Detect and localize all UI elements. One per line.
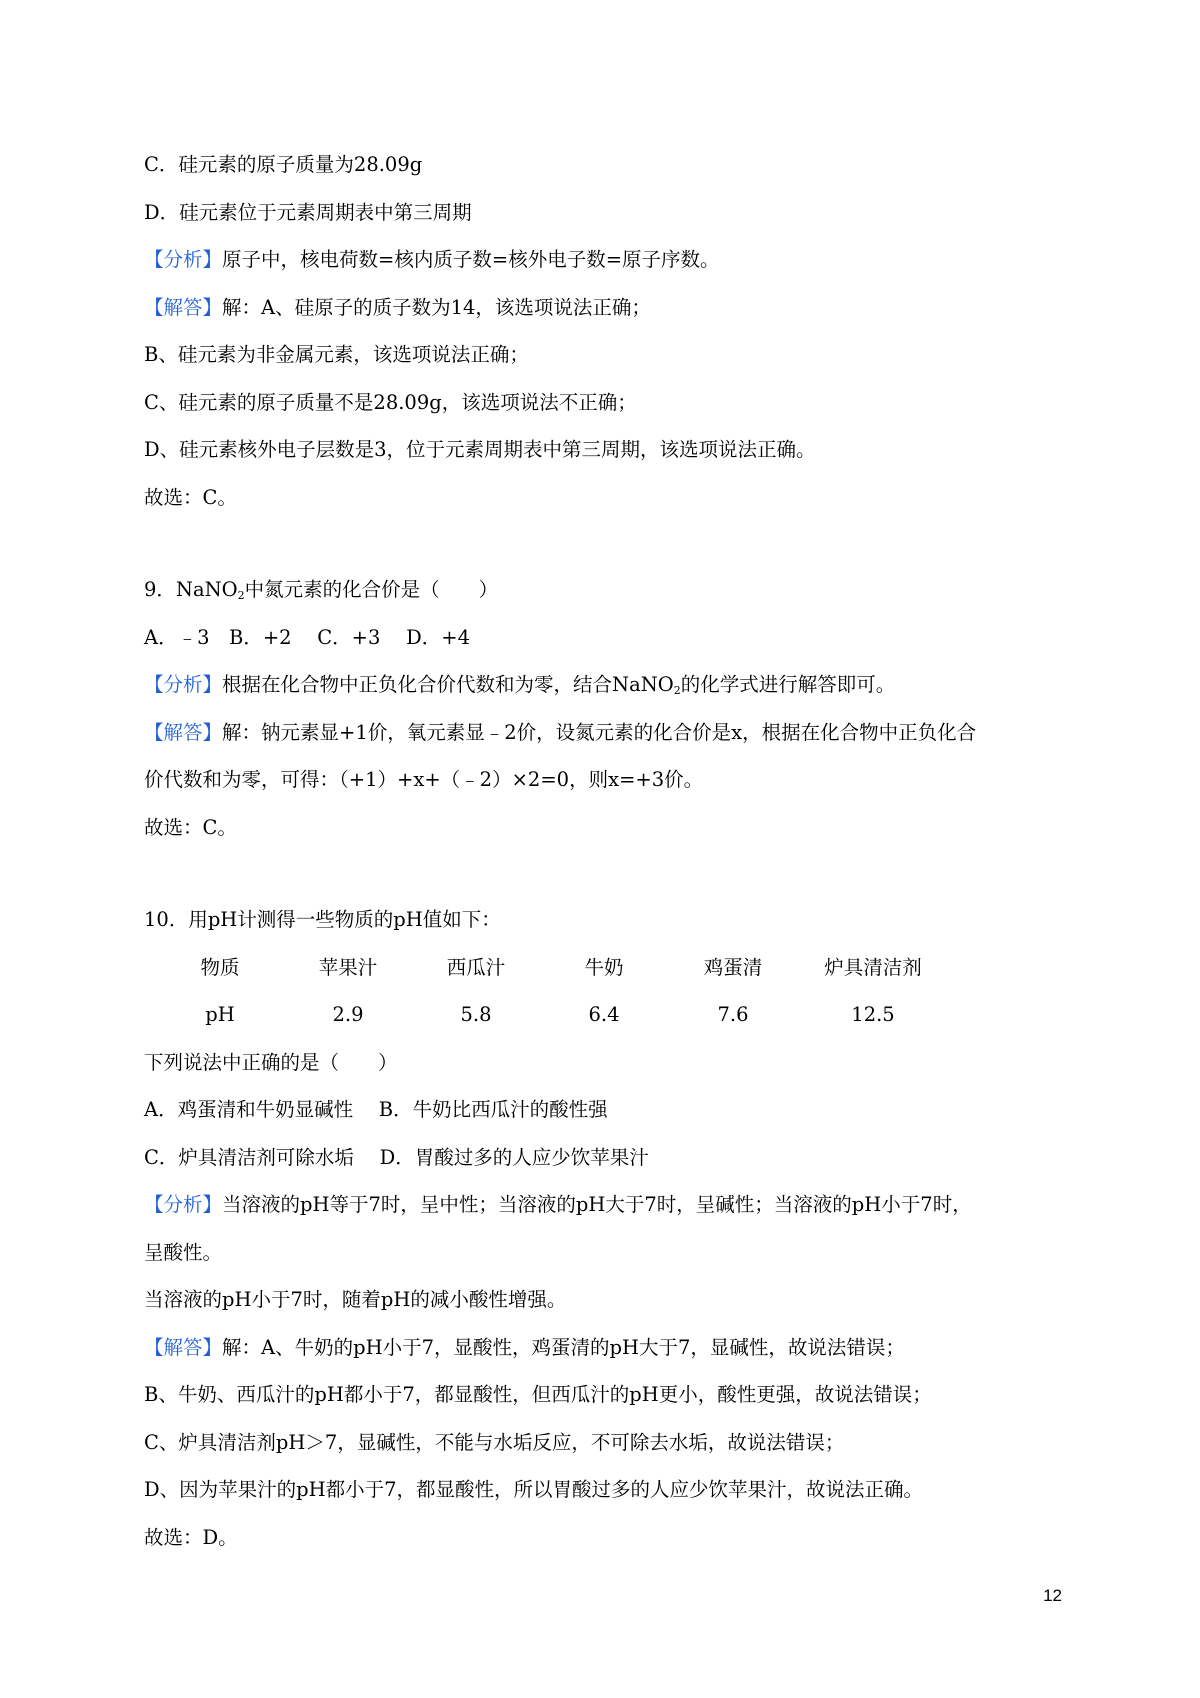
q10-analysis-line3: 当溶液的pH小于7时，随着pH的减小酸性增强。 — [144, 1288, 567, 1311]
q9-options: A．﹣3 B．+2 C．+3 D．+4 — [144, 625, 471, 649]
q9-stem-sub: 2 — [237, 589, 245, 602]
q9-answer — [144, 718, 1064, 766]
spacer — [144, 860, 1064, 905]
table-cell: 5.8 — [460, 1003, 492, 1026]
q10-options-line1: A．鸡蛋清和牛奶显碱性 B．牛奶比西瓜汁的酸性强 — [144, 1098, 608, 1121]
q9-choice: 故选：C。 — [144, 815, 237, 839]
q9-analysis-post: 的化学式进行解答即可。 — [680, 673, 896, 696]
table-cell: 6.4 — [588, 1003, 620, 1026]
q10-answer-c: C、炉具清洁剂pH＞7，显碱性，不能与水垢反应，不可除去水垢，故说法错误； — [144, 1430, 845, 1454]
q10-stem: 10．用pH计测得一些物质的pH值如下： — [144, 908, 501, 931]
q10-analysis — [144, 1190, 1064, 1238]
q10-options-line2: C．炉具清洁剂可除水垢 D．胃酸过多的人应少饮苹果汁 — [144, 1145, 649, 1169]
q8-answer-text: 解：A、硅原子的质子数为14，该选项说法正确； — [222, 295, 651, 319]
table-cell: 7.6 — [717, 1003, 749, 1026]
q8-analysis-text: 原子中，核电荷数=核内质子数=核外电子数=原子序数。 — [222, 248, 720, 271]
document-body — [144, 150, 1064, 1570]
table-header-cell: 鸡蛋清 — [703, 955, 763, 979]
table-header-cell: 苹果汁 — [318, 955, 378, 979]
table-header-cell: 牛奶 — [584, 955, 624, 979]
q9-analysis — [144, 670, 1064, 718]
q8-analysis — [144, 245, 1064, 293]
q10-answer-text: 解：A、牛奶的pH小于7，显酸性，鸡蛋清的pH大于7，显碱性，故说法错误； — [222, 1335, 905, 1359]
q9-analysis-sub: 2 — [673, 684, 681, 697]
q10-answer-d: D、因为苹果汁的pH都小于7，都显酸性，所以胃酸过多的人应少饮苹果汁，故说法正确。 — [144, 1478, 924, 1501]
q9-stem — [144, 575, 1064, 623]
answer-tag: 【解答】 — [144, 720, 223, 744]
q8-answer — [144, 293, 1064, 341]
q10-answer-b: B、牛奶、西瓜汁的pH都小于7，都显酸性，但西瓜汁的pH更小，酸性更强，故说法错误； — [144, 1383, 932, 1406]
table-header-cell: 西瓜汁 — [446, 955, 506, 979]
q10-choice: 故选：D。 — [144, 1525, 238, 1549]
q9-stem-pre: 9．NaNO — [144, 578, 238, 601]
q8-answer-d: D、硅元素核外电子层数是3，位于元素周期表中第三周期，该选项说法正确。 — [144, 438, 816, 461]
answer-tag: 【解答】 — [144, 295, 223, 319]
analysis-tag: 【分析】 — [144, 1193, 223, 1216]
q8-option-d: D．硅元素位于元素周期表中第三周期 — [144, 200, 472, 224]
q8-answer-c: C、硅元素的原子质量不是28.09g，该选项说法不正确； — [144, 390, 637, 414]
table-cell: 12.5 — [851, 1003, 895, 1026]
q8-choice: 故选：C。 — [144, 485, 237, 509]
q10-question: 下列说法中正确的是（ ） — [144, 1050, 398, 1074]
q10-analysis-line1: 当溶液的pH等于7时，呈中性；当溶液的pH大于7时，呈碱性；当溶液的pH小于7时， — [222, 1193, 972, 1216]
q8-answer-b: B、硅元素为非金属元素，该选项说法正确； — [144, 343, 529, 366]
analysis-tag: 【分析】 — [144, 248, 223, 271]
q9-answer-line2: 价代数和为零，可得：（+1）+x+（﹣2）×2=0，则x=+3价。 — [144, 768, 704, 791]
q9-analysis-pre: 根据在化合物中正负化合价代数和为零，结合NaNO — [222, 673, 674, 696]
ph-table — [156, 953, 1064, 1048]
q8-option-c: C．硅元素的原子质量为28.09g — [144, 153, 423, 176]
table-cell: pH — [205, 1003, 235, 1026]
q10-analysis-line2: 呈酸性。 — [144, 1240, 223, 1264]
spacer — [144, 530, 1064, 575]
q9-stem-post: 中氮元素的化合价是（ ） — [244, 578, 499, 601]
table-header-cell: 炉具清洁剂 — [824, 955, 922, 979]
page-number: 12 — [1043, 1586, 1062, 1605]
table-header-cell: 物质 — [200, 955, 240, 979]
q10-answer — [144, 1333, 1064, 1381]
table-cell: 2.9 — [332, 1003, 364, 1026]
q9-answer-line1: 解：钠元素显+1价，氧元素显﹣2价，设氮元素的化合价是x，根据在化合物中正负化合 — [222, 720, 977, 744]
analysis-tag: 【分析】 — [144, 673, 223, 696]
answer-tag: 【解答】 — [144, 1335, 223, 1359]
